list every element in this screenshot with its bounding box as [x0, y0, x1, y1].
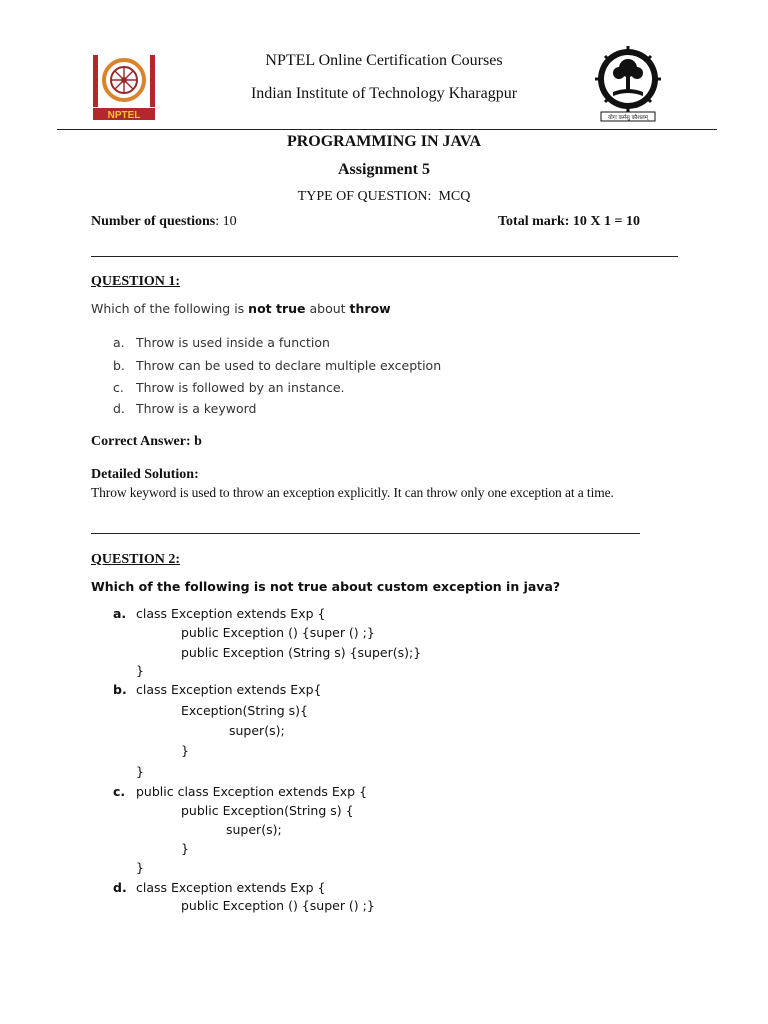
- meta-divider: [91, 256, 678, 257]
- q1-option-d-letter: d.: [113, 401, 125, 416]
- q1-option-d-text: Throw is a keyword: [136, 401, 257, 416]
- question-type-value: MCQ: [438, 189, 471, 204]
- question-type: [0, 189, 768, 205]
- q2-option-d-letter: d.: [113, 880, 127, 895]
- code-line: class Exception extends Exp {: [136, 880, 326, 895]
- assignment-title: Assignment 5: [337, 161, 430, 178]
- q1-stem-part2: about: [305, 301, 350, 316]
- question-type-label: TYPE OF QUESTION:: [297, 189, 432, 204]
- code-line: public class Exception extends Exp {: [136, 784, 368, 799]
- q1-option-a-letter: a.: [113, 335, 125, 350]
- code-line: }: [181, 743, 189, 758]
- code-line: Exception(String s){: [181, 703, 309, 718]
- code-line: class Exception extends Exp{: [136, 682, 322, 697]
- code-line: super(s);: [226, 822, 282, 837]
- code-line: super(s);: [229, 723, 285, 738]
- code-line: public Exception(String s) {: [181, 803, 354, 818]
- num-questions-value: : 10: [215, 214, 237, 229]
- total-mark: Total mark: 10 X 1 = 10: [498, 214, 641, 229]
- q1-stem-part1: Which of the following is: [91, 301, 249, 316]
- q2-option-b-letter: b.: [113, 682, 127, 697]
- q2-stem: Which of the following is not true about custom exception in java?: [91, 579, 561, 594]
- q1-stem: [91, 301, 391, 316]
- q1-heading: QUESTION 1:: [91, 274, 181, 289]
- code-line: }: [136, 860, 144, 875]
- seal-motto: योगः कर्मसु कौशलम्: [608, 115, 648, 121]
- code-line: public Exception () {super () ;}: [181, 898, 375, 913]
- code-line: class Exception extends Exp {: [136, 606, 326, 621]
- header-line-1: NPTEL Online Certification Courses: [265, 52, 503, 69]
- code-line: }: [181, 841, 189, 856]
- q2-option-a-letter: a.: [113, 606, 127, 621]
- header-divider: [57, 129, 717, 130]
- q2-heading: QUESTION 2:: [91, 552, 181, 567]
- q2-option-c-letter: c.: [113, 784, 126, 799]
- code-line: public Exception () {super () ;}: [181, 625, 375, 640]
- q1-correct-answer: Correct Answer: b: [91, 434, 202, 449]
- course-title: PROGRAMMING IN JAVA: [286, 133, 482, 150]
- num-questions: [91, 214, 237, 230]
- q1-option-b-letter: b.: [113, 358, 125, 373]
- q1-option-a-text: Throw is used inside a function: [136, 335, 330, 350]
- code-line: }: [136, 663, 144, 678]
- code-line: }: [136, 764, 144, 779]
- q1-divider: [91, 533, 640, 534]
- num-questions-label: Number of questions: [91, 214, 216, 229]
- q1-stem-bold2: throw: [349, 301, 391, 316]
- header-line-2: Indian Institute of Technology Kharagpur: [250, 85, 518, 102]
- q1-option-b-text: Throw can be used to declare multiple exception: [136, 358, 442, 373]
- q1-option-c-letter: c.: [113, 380, 124, 395]
- nptel-logo-text: NPTEL: [107, 110, 141, 121]
- q1-solution-text: Throw keyword is used to throw an exception explicitly. It can throw only one exception at a time.: [91, 485, 614, 500]
- q1-stem-bold1: not true: [248, 301, 306, 316]
- q1-solution-heading: Detailed Solution:: [91, 467, 199, 482]
- q1-option-c-text: Throw is followed by an instance.: [136, 380, 345, 395]
- code-line: public Exception (String s) {super(s);}: [181, 645, 422, 660]
